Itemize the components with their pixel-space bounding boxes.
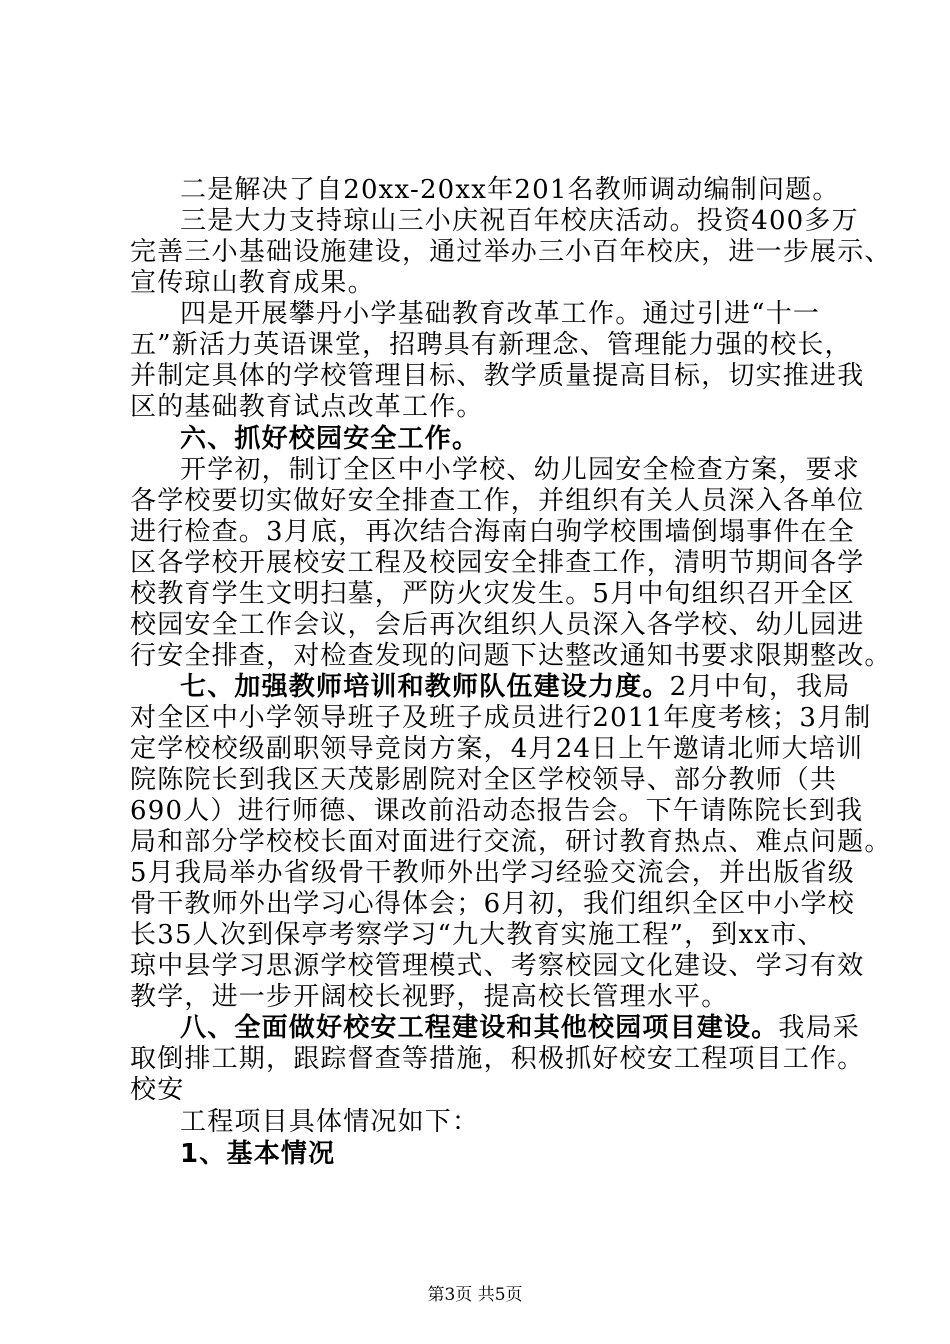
para-text: 我局采 xyxy=(778,1013,861,1043)
para-line: 进行检查。3月底，再次结合海南白驹学校围墙倒塌事件在全 xyxy=(130,517,855,547)
para-line: 宣传琼山教育成果。 xyxy=(130,268,375,298)
section-heading-7: 七、加强教师培训和教师队伍建设力度。 xyxy=(180,672,670,702)
para-line: 教学，进一步开阔校长视野，提高校长管理水平。 xyxy=(130,982,729,1012)
para-line: 完善三小基础设施建设，通过举办三小百年校庆，进一步展示、 xyxy=(130,237,892,267)
para-line: 690人）进行师德、课改前沿动态报告会。下午请陈院长到我 xyxy=(130,796,864,826)
para-line: 长35人次到保亭考察学习“九大教育实施工程”，到xx市、 xyxy=(130,920,825,950)
para-line: 琼中县学习思源学校管理模式、考察校园文化建设、学习有效 xyxy=(130,951,865,981)
para-line-mixed xyxy=(180,1012,880,1044)
para-line: 三是大力支持琼山三小庆祝百年校庆活动。投资400多万 xyxy=(180,206,859,236)
para-line: 行安全排查，对检查发现的问题下达整改通知书要求限期整改。 xyxy=(130,641,892,671)
section-heading-6: 六、抓好校园安全工作。 xyxy=(180,424,480,454)
para-text: 2月中旬，我局 xyxy=(669,672,851,702)
para-line: 二是解决了自20xx-20xx年201名教师调动编制问题。 xyxy=(180,175,840,205)
para-line-mixed xyxy=(180,671,880,703)
para-line: 校教育学生文明扫墓，严防火灾发生。5月中旬组织召开全区 xyxy=(130,579,855,609)
para-line: 骨干教师外出学习心得体会；6月初，我们组织全区中小学校 xyxy=(130,889,855,919)
para-line: 取倒排工期，跟踪督查等措施，积极抓好校安工程项目工作。 xyxy=(130,1044,865,1074)
para-line: 5月我局举办省级骨干教师外出学习经验交流会，并出版省级 xyxy=(130,858,855,888)
para-line: 区的基础教育试点改革工作。 xyxy=(130,392,484,422)
para-line: 五”新活力英语课堂，招聘具有新理念、管理能力强的校长， xyxy=(130,330,852,360)
subsection-heading: 1、基本情况 xyxy=(180,1139,336,1169)
page-footer: 第3页 共5页 xyxy=(427,1285,523,1305)
para-line: 定学校校级副职领导竞岗方案，4月24日上午邀请北师大培训 xyxy=(130,734,864,764)
para-line: 区各学校开展校安工程及校园安全排查工作，清明节期间各学 xyxy=(130,548,865,578)
para-line: 工程项目具体情况如下： xyxy=(180,1107,480,1137)
para-line: 院陈院长到我区天茂影剧院对全区学校领导、部分教师（共 xyxy=(130,765,838,795)
para-line: 对全区中小学领导班子及班子成员进行2011年度考核；3月制 xyxy=(130,703,872,733)
para-line: 四是开展攀丹小学基础教育改革工作。通过引进“十一 xyxy=(180,299,821,329)
para-line: 各学校要切实做好安全排查工作，并组织有关人员深入各单位 xyxy=(130,486,865,516)
para-line: 并制定具体的学校管理目标、教学质量提高目标，切实推进我 xyxy=(130,361,865,391)
para-line: 校园安全工作会议，会后再次组织人员深入各学校、幼儿园进 xyxy=(130,610,865,640)
section-heading-8: 八、全面做好校安工程建设和其他校园项目建设。 xyxy=(180,1013,779,1043)
para-line: 局和部分学校校长面对面进行交流，研讨教育热点、难点问题。 xyxy=(130,827,892,857)
para-line: 开学初，制订全区中小学校、幼儿园安全检查方案，要求 xyxy=(180,455,861,485)
para-line: 校安 xyxy=(130,1075,185,1105)
